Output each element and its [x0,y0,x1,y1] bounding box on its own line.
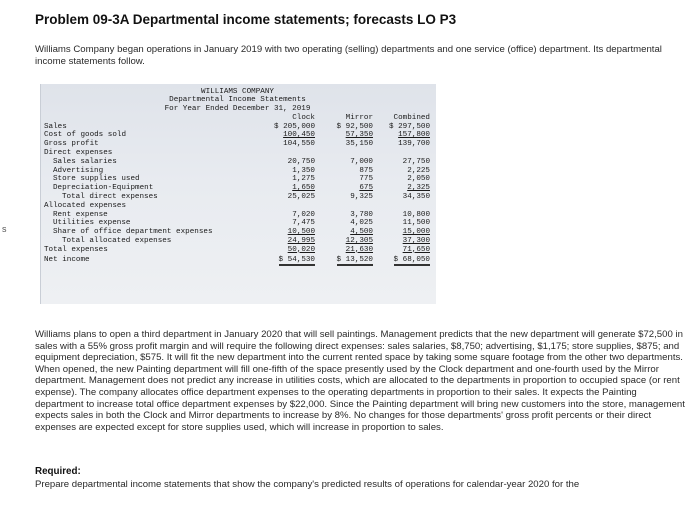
row-label: Direct expenses [44,148,113,157]
row-value-clock: 100,450 [283,131,315,140]
column-header-combined: Combined [393,114,430,122]
row-label: Total allocated expenses [62,236,172,245]
row-value-combined: $ 68,050 [394,256,430,267]
row-value-mirror: 3,780 [350,210,373,219]
row-value-combined: 157,800 [398,131,430,140]
row-value-mirror: 675 [359,184,373,193]
row-value-clock: $ 54,530 [279,256,315,267]
row-label: Gross profit [44,140,99,149]
row-value-clock: 10,500 [287,228,315,237]
row-value-clock: 1,650 [292,184,315,193]
row-value-clock: 50,020 [287,245,315,254]
problem-title: Problem 09-3A Departmental income statements; forecasts LO P3 [35,12,457,27]
row-label: Advertising [53,166,104,175]
intro-paragraph: Williams Company began operations in January 2019 with two operating (selling) departments and one service (office) department. Its departmental income statements follow. [35,44,662,67]
statement-row [40,211,435,220]
row-value-mirror: 35,150 [345,140,373,149]
statement-row [40,184,435,193]
statement-row [40,228,435,237]
statement-heading: Departmental Income Statements [169,96,306,104]
statement-row [40,123,435,132]
margin-mark: s [2,224,7,234]
row-value-combined: 27,750 [402,157,430,166]
row-label: Sales salaries [53,157,117,166]
row-value-mirror: 7,000 [350,157,373,166]
row-label: Share of office department expenses [53,228,213,237]
row-label: Cost of goods sold [44,131,127,140]
statement-row [40,219,435,228]
column-header-clock: Clock [292,114,315,122]
row-value-combined: 10,800 [402,210,430,219]
row-value-combined: 15,000 [402,228,430,237]
row-value-clock: 7,475 [292,219,315,228]
row-value-mirror: $ 13,520 [337,256,373,267]
row-value-mirror: 9,325 [350,192,373,201]
row-value-combined: 2,325 [407,184,430,193]
required-heading: Required: [35,466,81,477]
row-label: Sales [44,122,67,131]
row-value-clock: 7,020 [292,210,315,219]
row-label: Rent expense [53,210,108,219]
row-value-combined: 11,500 [402,219,430,228]
row-label: Total expenses [44,245,108,254]
row-value-mirror: 57,350 [345,131,373,140]
statement-period: For Year Ended December 31, 2019 [164,105,311,113]
statement-row [40,237,435,246]
problem-description: Williams plans to open a third department in January 2020 that will sell paintings. Management predicts that the new department will generate $72,500 in sales with a 55% gross profit margin and will require the following direct expenses: sales salaries, $8,750; advertising, $1,175; store supplies, $875; and equipment depreciation, $575. It will fit the new department into the current rented space by taking some square footage from the other two departments. When opened, the new Painting department will fill one-fifth of the space presently used by the Clock department and one-fourth used by the Mirror department. Management does not predict any increase in utilities costs, which are allocated to the departments in proportion to occupied space (or rent expense). The company allocates office department expenses to the operating departments in proportion to their sales. It expects the Painting department to increase total office department expenses by $22,000. Since the Painting department will bring new customers into the store, management expects sales in both the Clock and Mirror departments to increase by 8%. No changes for those departments' gross profit percents or their direct expenses are expected except for store supplies used, which will increase in proportion to sales. [35,329,685,433]
row-value-mirror: 21,630 [345,245,373,254]
row-value-clock: $ 205,000 [273,122,315,131]
row-value-mirror: 4,025 [350,219,373,228]
row-value-combined: 2,050 [407,175,430,184]
row-value-mirror: 4,500 [350,228,373,237]
row-value-mirror: 875 [359,166,373,175]
row-value-mirror: 775 [359,175,373,184]
row-label: Total direct expenses [62,192,158,201]
required-text: Prepare departmental income statements that show the company's predicted results of operations for calendar-year 2020 for the [35,479,580,490]
statement-row [40,149,435,158]
row-value-clock: 24,995 [287,236,315,245]
row-label: Store supplies used [53,175,140,184]
column-header-mirror: Mirror [345,114,373,122]
row-value-clock: 25,025 [287,192,315,201]
statement-row [40,175,435,184]
statement-row [40,131,435,140]
row-value-combined: 139,700 [398,140,430,149]
row-value-clock: 1,275 [292,175,315,184]
row-value-combined: 2,225 [407,166,430,175]
statement-row [40,256,435,265]
company-name: WILLIAMS COMPANY [201,88,274,96]
column-header-row [40,114,435,123]
row-value-mirror: 12,305 [345,236,373,245]
row-value-mirror: $ 92,500 [336,122,373,131]
statement-row [40,246,435,255]
row-label: Allocated expenses [44,201,127,210]
statement-row [40,193,435,202]
row-value-combined: $ 297,500 [388,122,430,131]
row-label: Net income [44,255,90,264]
row-value-clock: 104,550 [283,140,315,149]
row-value-combined: 37,300 [402,236,430,245]
row-label: Utilities expense [53,219,131,228]
statement-row [40,158,435,167]
statement-row [40,167,435,176]
row-value-clock: 1,350 [292,166,315,175]
statement-row [40,140,435,149]
row-label: Depreciation-Equipment [53,184,154,193]
statement-row [40,202,435,211]
row-value-combined: 71,650 [402,245,430,254]
row-value-clock: 20,750 [287,157,315,166]
row-value-combined: 34,350 [402,192,430,201]
